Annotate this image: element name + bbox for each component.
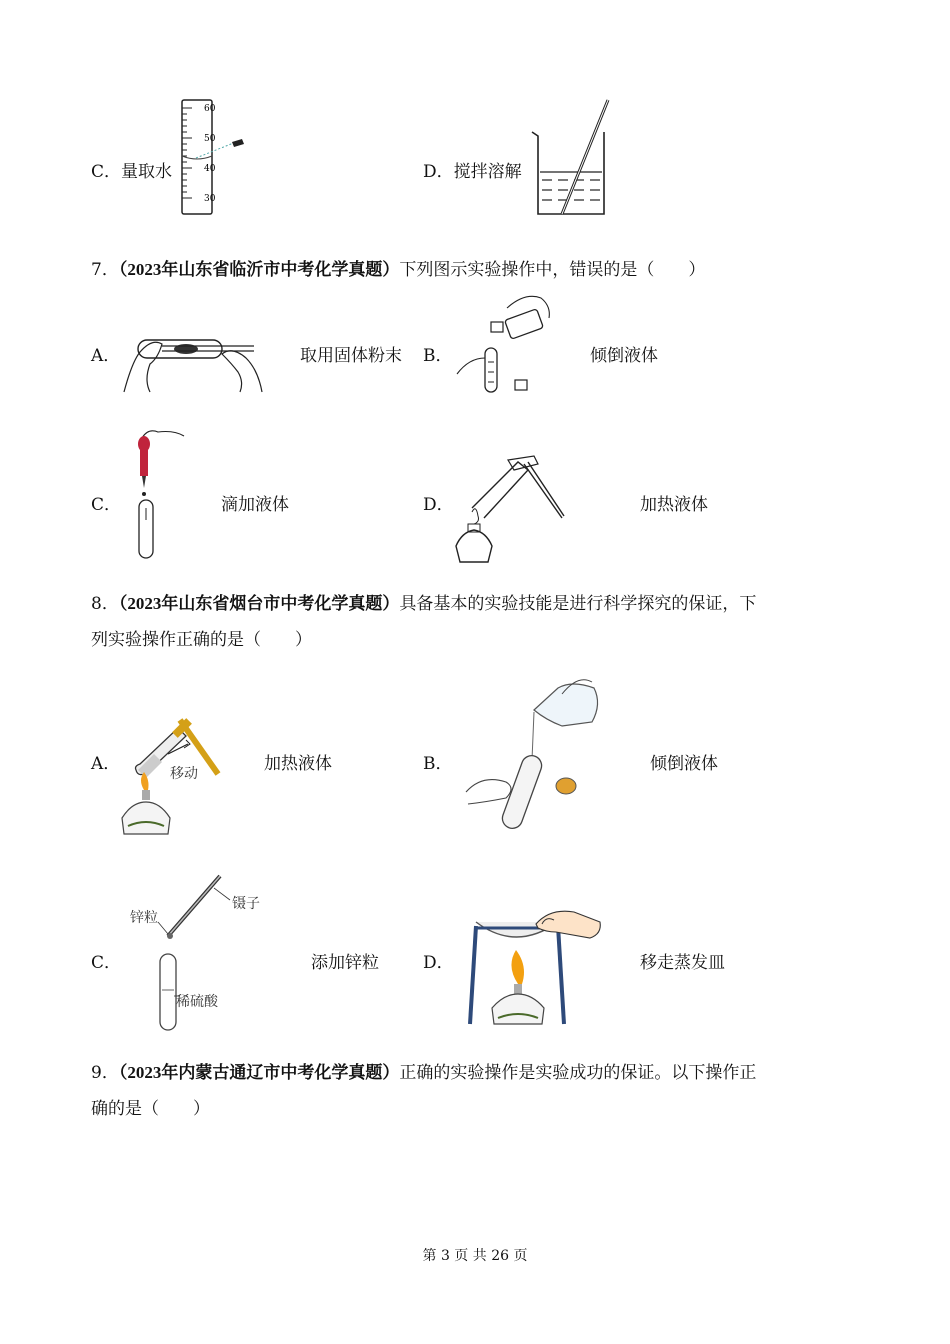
graduated-cylinder-figure (170, 96, 260, 218)
q7-pouring-figure (455, 292, 555, 394)
q8c-zinc-label: 锌粒 (130, 910, 158, 926)
q7-source: （2023年山东省临沂市中考化学真题） (118, 260, 400, 279)
q8-option-c-label: 添加锌粒 (311, 953, 379, 973)
q8-number: 8． (91, 594, 119, 614)
q7-option-a-label: 取用固体粉末 (300, 346, 402, 366)
q8-option-d-letter: D． (423, 953, 454, 973)
q7-number: 7． (91, 260, 119, 280)
q8-option-a-letter: A． (91, 754, 121, 774)
q7-option-c-letter: C． (91, 495, 122, 515)
question-7 (91, 252, 871, 288)
q7-option-d-letter: D． (423, 495, 454, 515)
page-footer: 第 3 页 共 26 页 (422, 1248, 528, 1264)
q8-evaporating-dish-figure (466, 906, 606, 1030)
q9-number: 9． (91, 1063, 119, 1083)
option-c-label: C．量取水 (91, 162, 173, 182)
option-d-label: D．搅拌溶解 (423, 162, 522, 182)
q8-option-c-letter: C． (91, 953, 122, 973)
q8-option-b-label: 倾倒液体 (650, 754, 718, 774)
q8c-acid-label: 稀硫酸 (176, 994, 218, 1010)
q8-pouring-liquid-figure (462, 670, 607, 834)
cylinder-tick-50: 50 (204, 134, 216, 144)
q7-text: 下列图示实验操作中，错误的是（ ） (399, 260, 706, 280)
question-8 (91, 586, 871, 658)
q7-option-a-letter: A． (91, 346, 121, 366)
q8-zinc-forceps-figure (128, 872, 278, 1032)
q8-source: （2023年山东省烟台市中考化学真题） (118, 594, 400, 613)
cylinder-tick-60: 60 (204, 104, 216, 114)
q8-heating-liquid-figure (118, 714, 230, 838)
q9-source: （2023年内蒙古通辽市中考化学真题） (118, 1063, 400, 1082)
q8-option-a-label: 加热液体 (264, 754, 332, 774)
beaker-stirring-figure (528, 96, 618, 218)
q7-heating-figure (448, 446, 568, 564)
question-9 (91, 1055, 871, 1127)
q8-option-b-letter: B． (423, 754, 453, 774)
q9-text-line2: 确的是（ ） (91, 1099, 210, 1119)
q7-option-b-letter: B． (423, 346, 453, 366)
q7-dropper-figure (128, 426, 188, 562)
cylinder-tick-40: 40 (204, 164, 216, 174)
q8-text-line2: 列实验操作正确的是（ ） (91, 630, 312, 650)
q9-text-line1: 正确的实验操作是实验成功的保证。以下操作正 (399, 1063, 757, 1083)
cylinder-tick-30: 30 (204, 194, 216, 204)
q8c-forceps-label: 镊子 (232, 896, 260, 912)
q8-option-d-label: 移走蒸发皿 (640, 953, 725, 973)
q8a-move-label: 移动 (170, 766, 198, 782)
q7-option-b-label: 倾倒液体 (590, 346, 658, 366)
q7-powder-test-tube-figure (122, 322, 267, 394)
eye-icon (232, 139, 244, 147)
q8-text-line1: 具备基本的实验技能是进行科学探究的保证，下 (399, 594, 757, 614)
q7-option-d-label: 加热液体 (640, 495, 708, 515)
q7-option-c-label: 滴加液体 (221, 495, 289, 515)
